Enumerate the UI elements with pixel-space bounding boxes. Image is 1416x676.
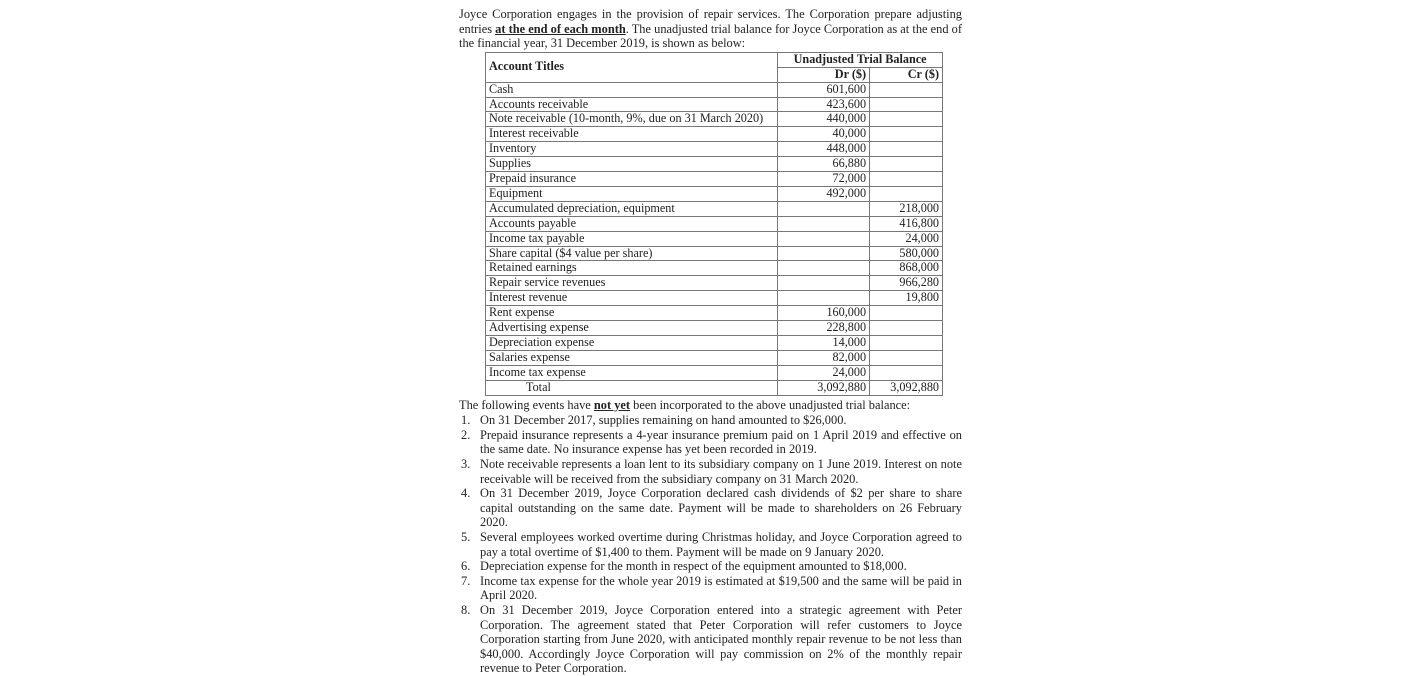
table-row [486, 365, 943, 380]
event-text: Depreciation expense for the month in respect of the equipment amounted to $18,000. [480, 559, 907, 574]
table-row [486, 336, 943, 351]
event-number: 1. [461, 413, 471, 428]
cr-amount [870, 365, 943, 380]
table-row [486, 276, 943, 291]
table-row [486, 172, 943, 187]
account-title: Income tax expense [486, 365, 778, 380]
cr-amount [870, 112, 943, 127]
dr-amount: 14,000 [778, 336, 870, 351]
account-title: Income tax payable [486, 231, 778, 246]
events-intro: The following events have not yet been incorporated to the above unadjusted trial balance: [459, 397, 911, 412]
account-title: Prepaid insurance [486, 172, 778, 187]
total-dr: 3,092,880 [778, 380, 870, 395]
cr-amount [870, 142, 943, 157]
account-title: Inventory [486, 142, 778, 157]
dr-amount: 228,800 [778, 321, 870, 336]
account-title: Salaries expense [486, 350, 778, 365]
events-list [459, 413, 962, 676]
table-row [486, 350, 943, 365]
dr-amount: 492,000 [778, 186, 870, 201]
dr-amount [778, 201, 870, 216]
cr-amount [870, 82, 943, 97]
document-page [459, 7, 962, 676]
dr-amount: 448,000 [778, 142, 870, 157]
dr-amount [778, 216, 870, 231]
cr-amount [870, 172, 943, 187]
event-item [459, 574, 962, 603]
total-label: Total [486, 380, 778, 395]
account-title: Accounts payable [486, 216, 778, 231]
table-row [486, 112, 943, 127]
event-text: Prepaid insurance represents a 4-year insurance premium paid on 1 April 2019 and effective on the same date. No insurance expense has yet been recorded in 2019. [480, 427, 962, 457]
table-row [486, 97, 943, 112]
cr-amount: 580,000 [870, 246, 943, 261]
account-title: Interest receivable [486, 127, 778, 142]
emphasis-text: not yet [593, 397, 631, 412]
emphasis-text: at the end of each month [495, 21, 626, 36]
event-item [459, 413, 962, 428]
total-row [486, 380, 943, 395]
event-number: 3. [461, 457, 471, 471]
cr-amount: 218,000 [870, 201, 943, 216]
table-row [486, 82, 943, 97]
dr-amount [778, 231, 870, 246]
header-dr: Dr ($) [778, 67, 870, 82]
table-row [486, 216, 943, 231]
account-title: Rent expense [486, 306, 778, 321]
header-account-titles: Account Titles [486, 52, 778, 82]
cr-amount [870, 306, 943, 321]
cr-amount [870, 336, 943, 351]
account-title: Accounts receivable [486, 97, 778, 112]
event-text: Note receivable represents a loan lent to its subsidiary company on 1 June 2019. Interest on note receivable will be received from the subsidiary company on 31 March 2020. [480, 457, 962, 486]
dr-amount [778, 291, 870, 306]
account-title: Share capital ($4 value per share) [486, 246, 778, 261]
event-number: 5. [461, 529, 471, 544]
account-title: Note receivable (10-month, 9%, due on 31 March 2020) [486, 112, 778, 127]
dr-amount [778, 246, 870, 261]
trial-balance-table [485, 52, 943, 396]
table-row [486, 246, 943, 261]
event-text: On 31 December 2019, Joyce Corporation entered into a strategic agreement with Peter Corporation. The agreement stated that Peter Corporation will refer customers to Joyce Corporation starting from June 2020, with anticipated monthly repair revenue to be not less than $40,000. Accordingly Joyce Corporation will pay commission on 2% of the monthly repair revenue to Peter Corporation. [480, 602, 962, 676]
event-number: 7. [461, 573, 471, 588]
dr-amount: 72,000 [778, 172, 870, 187]
account-title: Cash [486, 82, 778, 97]
dr-amount: 40,000 [778, 127, 870, 142]
table-row [486, 261, 943, 276]
event-text: Several employees worked overtime during Christmas holiday, and Joyce Corporation agreed to pay a total overtime of $1,400 to them. Payment will be made on 9 January 2020. [480, 529, 962, 559]
account-title: Depreciation expense [486, 336, 778, 351]
event-item [459, 428, 962, 457]
total-cr: 3,092,880 [870, 380, 943, 395]
table-row [486, 186, 943, 201]
cr-amount [870, 127, 943, 142]
dr-amount [778, 261, 870, 276]
table-row [486, 142, 943, 157]
account-title: Supplies [486, 157, 778, 172]
event-text: On 31 December 2019, Joyce Corporation declared cash dividends of $2 per share to share capital outstanding on the same date. Payment will be made to shareholders on 26 February 2020. [480, 486, 962, 530]
cr-amount: 868,000 [870, 261, 943, 276]
intro-paragraph: Joyce Corporation engages in the provision of repair services. The Corporation prepare adjusting entries at the end of each month. The unadjusted trial balance for Joyce Corporation as at the end of the financial year, 31 December 2019, is shown as below: [459, 7, 962, 51]
event-text: Income tax expense for the whole year 2019 is estimated at $19,500 and the same will be paid in April 2020. [480, 573, 962, 603]
event-number: 6. [461, 559, 471, 574]
event-item [459, 457, 962, 486]
cr-amount: 416,800 [870, 216, 943, 231]
dr-amount: 440,000 [778, 112, 870, 127]
dr-amount: 423,600 [778, 97, 870, 112]
event-item [459, 603, 962, 676]
cr-amount [870, 321, 943, 336]
event-number: 8. [461, 602, 471, 617]
cr-amount: 966,280 [870, 276, 943, 291]
dr-amount: 66,880 [778, 157, 870, 172]
cr-amount [870, 186, 943, 201]
header-unadjusted-trial-balance: Unadjusted Trial Balance [778, 52, 943, 67]
event-item [459, 559, 962, 574]
dr-amount: 601,600 [778, 82, 870, 97]
account-title: Accumulated depreciation, equipment [486, 201, 778, 216]
table-row [486, 306, 943, 321]
table-row [486, 201, 943, 216]
event-text: On 31 December 2017, supplies remaining on hand amounted to $26,000. [480, 413, 847, 428]
cr-amount: 24,000 [870, 231, 943, 246]
table-row [486, 321, 943, 336]
table-row [486, 127, 943, 142]
event-item [459, 486, 962, 530]
event-number: 2. [461, 427, 471, 442]
account-title: Interest revenue [486, 291, 778, 306]
dr-amount: 24,000 [778, 365, 870, 380]
event-number: 4. [461, 486, 471, 501]
table-row [486, 291, 943, 306]
event-item [459, 530, 962, 559]
table-row [486, 231, 943, 246]
cr-amount [870, 157, 943, 172]
dr-amount: 82,000 [778, 350, 870, 365]
account-title: Equipment [486, 186, 778, 201]
cr-amount [870, 350, 943, 365]
table-row [486, 157, 943, 172]
account-title: Advertising expense [486, 321, 778, 336]
dr-amount [778, 276, 870, 291]
account-title: Repair service revenues [486, 276, 778, 291]
account-title: Retained earnings [486, 261, 778, 276]
cr-amount: 19,800 [870, 291, 943, 306]
cr-amount [870, 97, 943, 112]
header-cr: Cr ($) [870, 67, 943, 82]
dr-amount: 160,000 [778, 306, 870, 321]
